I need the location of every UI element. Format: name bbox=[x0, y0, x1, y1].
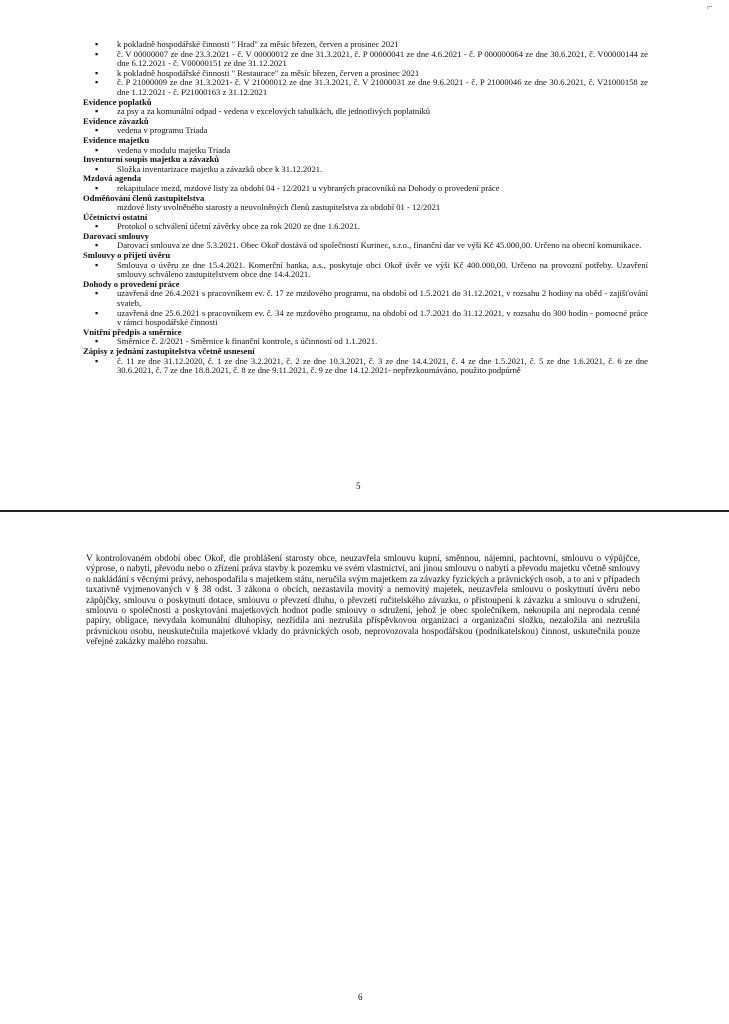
page-5 bbox=[0, 0, 729, 510]
list-item: ▪ vedena v programu Triada bbox=[117, 126, 648, 136]
list-item: ▪ vedena v modulu majetku Triada bbox=[117, 146, 648, 156]
list-item: ▪ k pokladně hospodářské činnosti " Hrad" za měsíc březen, červen a prosinec 2021 bbox=[117, 40, 648, 50]
page-number: 6 bbox=[358, 992, 363, 1002]
scan-corner-mark: ⌐ bbox=[707, 2, 713, 13]
list-item: ▪ k pokladně hospodářské činnosti " Restaurace" za měsíc březen, červen a prosinec 2021 bbox=[117, 69, 648, 79]
section-heading: Dohody o provedení práce bbox=[83, 278, 180, 289]
page-5-content bbox=[83, 40, 648, 376]
section-heading: Odměňování členů zastupitelstva bbox=[83, 192, 205, 203]
list-item: ▪ Protokol o schválení účetní závěrky obce za rok 2020 ze dne 1.6.2021. bbox=[117, 222, 648, 232]
section-list bbox=[83, 261, 648, 280]
top-bullet-list bbox=[83, 40, 648, 98]
list-item: ▪ rekapitulace mezd, mzdové listy za období 04 - 12/2021 u vybraných pracovníků na Dohody o provedení práce bbox=[117, 184, 648, 194]
section-heading: Inventurní soupis majetku a závazků bbox=[83, 154, 220, 165]
list-item: ▪ Složka inventarizace majetku a závazků obce k 31.12.2021. bbox=[117, 165, 648, 175]
list-item: ▪ č. 11 ze dne 31.12.2020, č. 1 ze dne 3.2.2021, č. 2 ze dne 10.3.2021, č. 3 ze dne 14.4.2021, č. 4 ze dne 1.5.2021, č. 5 ze dne 1.6.2021, č. 6 ze dne 30.6.2021, č. 7 ze dne 18.8.2021, č. 8 ze dne 9.11.2021, č. 9 ze dne 14.12.2021- nepřezkoumáváno, použito podpůrně bbox=[117, 357, 648, 376]
list-item: ▪ uzavřená dne 25.6.2021 s pracovníkem ev. č. 34 ze mzdového programu, na období od 1.7.2021 do 31.12.2021, v rozsahu do 300 hodin - pomocné práce v rámci hospodářské činnosti bbox=[117, 309, 648, 328]
section-heading: Smlouvy o přijetí úvěru bbox=[83, 250, 171, 261]
page-number: 5 bbox=[356, 481, 361, 491]
list-item: ▪ č. P 21000009 ze dne 31.3.2021- č. V 21000012 ze dne 31.3.2021, č. V 21000031 ze dne 9.6.2021 - č. P 21000046 ze dne 30.6.2021, č. V21000158 ze dne 1.12.2021 - č. P21000163 z 31.12.2021 bbox=[117, 78, 648, 97]
section-list bbox=[83, 289, 648, 327]
list-item: ▪ č. V 00000007 ze dne 23.3.2021 - č. V 00000012 ze dne 31.3.2021, č. P 00000041 ze dne 4.6.2021 - č. P 000000064 ze dne 30.6.2021, č. V00000144 ze dne 6.12.2021 - č. V00000151 ze dne 31.12.2021 bbox=[117, 50, 648, 69]
section-text: mzdové listy uvolněného starosty a neuvolněných členů zastupitelstva za období 01 - 12/2021 bbox=[117, 202, 441, 213]
section-list bbox=[83, 107, 648, 117]
page-6-paragraph: V kontrolovaném období obec Okoř, dle prohlášení starosty obce, neuzavřela smlouvu kupní, směnnou, nájemní, pachtovní, smlouvu o výpůjčce, výprose, o nabytí, převodu nebo o zřízení práva stavby k pozemku ve svém vlastnictví, ani jinou smlouvu o nabytí a převodu majetku včetně smlouvy o nakládání s věcnými právy, nehospodařila s majetkem státu, neručila svým majetkem za závazky fyzických a právnických osob, a to ani v případech taxativně vyjmenovaných v § 38 odst. 3 zákona o obcích, nezastavila movitý a nemovitý majetek, neuzavřela smlouvu o poskytnutí úvěru nebo zápůjčky, smlouvu o poskytnutí dotace, smlouvu o převzetí dluhu, o převzetí ručitelského závazku, o přistoupení k závazku a smlouvu o sdružení, smlouvu o společnosti a poskytování majetkových hodnot podle smlouvy o sdružení, jehož je obec společníkem, nekoupila ani neprodala cenné papíry, obligace, nevydala komunální dluhopisy, nezřídila ani nezrušila příspěvkovou organizaci a organizační složku, nezaložila ani nezrušila právnickou osobu, neuskutečnila majetkové vklady do právnických osob, neprovozovala hospodářskou (podnikatelskou) činnost, uskutečnila pouze veřejné zakázky malého rozsahu. bbox=[86, 553, 640, 647]
list-item: ▪ za psy a za komunální odpad - vedena v excelových tabulkách, dle jednotlivých poplatníků bbox=[117, 107, 648, 117]
section-list bbox=[83, 184, 648, 194]
section-list bbox=[83, 146, 648, 156]
section-heading: Mzdová agenda bbox=[83, 173, 142, 184]
page-divider bbox=[0, 510, 729, 512]
section-list bbox=[83, 222, 648, 232]
section-heading: Darovací smlouvy bbox=[83, 230, 149, 241]
section-list bbox=[83, 126, 648, 136]
section-heading: Účetnictví ostatní bbox=[83, 211, 148, 222]
list-item: ▪ Darovací smlouva ze dne 5.3.2021. Obec Okoř dostává od společnosti Kurinec, s.r.o., finanční dar ve výši Kč 45.000,00. Určeno na obecní komunikace. bbox=[117, 241, 648, 251]
section-heading: Evidence majetku bbox=[83, 134, 150, 145]
section-heading: Evidence poplatků bbox=[83, 96, 152, 107]
sections bbox=[83, 98, 648, 376]
list-item: ▪ Smlouva o úvěru ze dne 15.4.2021. Komerční banka, a.s., poskytuje obci Okoř úvěr ve výši Kč 400.000,00. Určeno na provozní potřeby. Uzavření smlouvy schváleno zastupitelstvem obce dne 14.4.2021. bbox=[117, 261, 648, 280]
section-list bbox=[83, 357, 648, 376]
section-list bbox=[83, 165, 648, 175]
section-list bbox=[83, 337, 648, 347]
section-heading: Vnitřní předpis a směrnice bbox=[83, 326, 182, 337]
list-item: ▪ uzavřená dne 26.4.2021 s pracovníkem ev. č. 17 ze mzdového programu, na období od 1.5.2021 do 31.12.2021, v rozsahu 2 hodiny na oběd - zajišťování svateb, bbox=[117, 289, 648, 308]
section-list bbox=[83, 241, 648, 251]
section-heading: Zápisy z jednání zastupitelstva včetně usnesení bbox=[83, 346, 255, 356]
section-heading: Evidence závazků bbox=[83, 115, 149, 126]
list-item: ▪ Směrnice č. 2/2021 - Směrnice k finanční kontrole, s účinností od 1.1.2021. bbox=[117, 337, 648, 347]
